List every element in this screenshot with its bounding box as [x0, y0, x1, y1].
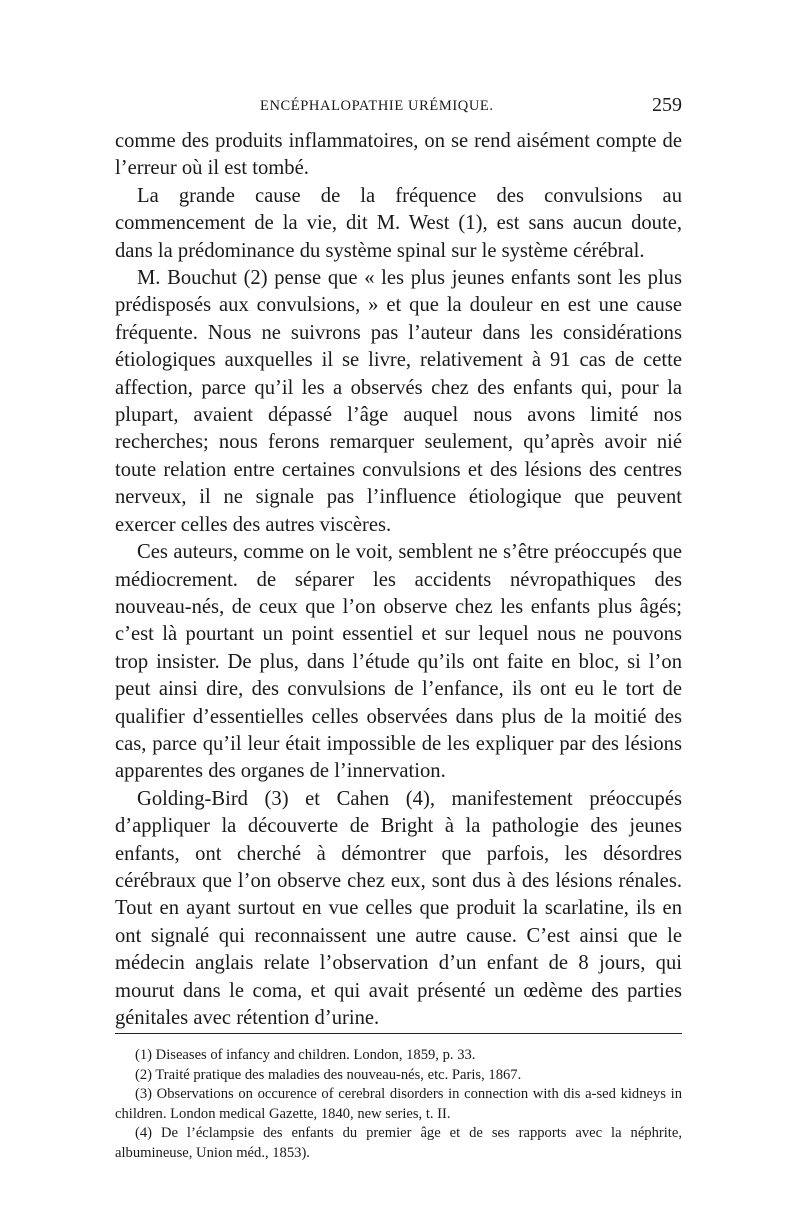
footnote-3: (3) Observations on occurence of cerebral disorders in connection with dis a-sed kidneys in children. London medical Gazette, 1840, new series, t. II. [115, 1086, 682, 1122]
footnotes [115, 1046, 682, 1164]
paragraph-continuation: comme des produits inflammatoires, on se rend aisément compte de l’erreur où il est tombé. [115, 130, 682, 180]
paragraph-golding-bird: Golding-Bird (3) et Cahen (4), manifestement préoccupés d’appliquer la découverte de Bright à la pathologie des jeunes enfants, ont cherché à démontrer que parfois, les désordres cérébraux que l’on observe chez eux, sont dus à des lésions rénales. Tout en ayant surtout en vue celles que produit la scarlatine, ils en ont signalé qui reconnaissent une autre cause. C’est ainsi que le médecin anglais relate l’observation d’un enfant de 8 jours, qui mourut dans le coma, et qui avait présenté un œdème des parties génitales avec rétention d’urine. [115, 787, 682, 1029]
body-text [115, 128, 682, 1032]
paragraph-ces-auteurs: Ces auteurs, comme on le voit, semblent ne s’être préoccupés que médiocrement. de séparer les accidents névropathiques des nouveau-nés, de ceux que l’on observe chez les enfants plus âgés; c’est là pourtant un point essentiel et sur lequel nous ne pouvons trop insister. De plus, dans l’étude qu’ils ont faite en bloc, si l’on peut ainsi dire, des convulsions de l’enfance, ils ont eu le tort de qualifier d’essentielles celles observées dans plus de la moitié des cas, parce qu’il leur était impossible de les expliquer par des lésions apparentes des organes de l’innervation. [115, 541, 682, 783]
running-head [115, 94, 682, 122]
footnote-4: (4) De l’éclampsie des enfants du premier âge et de ses rapports avec la néphrite, albumineuse, Union méd., 1853). [115, 1125, 682, 1161]
paragraph-west: La grande cause de la fréquence des convulsions au commencement de la vie, dit M. West (1), est sans aucun doute, dans la prédominance du système spinal sur le système cérébral. [115, 184, 682, 262]
footnote-rule [115, 1033, 682, 1034]
book-page [115, 0, 682, 1215]
paragraph-bouchut: M. Bouchut (2) pense que « les plus jeunes enfants sont les plus prédisposés aux convulsions, » et que la douleur en est une cause fréquente. Nous ne suivrons pas l’auteur dans les considérations étiologiques auxquelles il se livre, relativement à 91 cas de cette affection, parce qu’il les a observés chez des enfants qui, pour la plupart, avaient dépassé l’âge auquel nous avons limité nos recherches; nous ferons remarquer seulement, qu’après avoir nié toute relation entre certaines convulsions et des lésions des centres nerveux, il ne signale pas l’influence étiologique que peuvent exercer celles des autres viscères. [115, 267, 682, 536]
running-title: ENCÉPHALOPATHIE URÉMIQUE. [260, 98, 494, 114]
page-number: 259 [652, 94, 682, 116]
footnote-1: (1) Diseases of infancy and children. London, 1859, p. 33. [135, 1047, 476, 1063]
footnote-2: (2) Traité pratique des maladies des nouveau-nés, etc. Paris, 1867. [135, 1066, 522, 1083]
